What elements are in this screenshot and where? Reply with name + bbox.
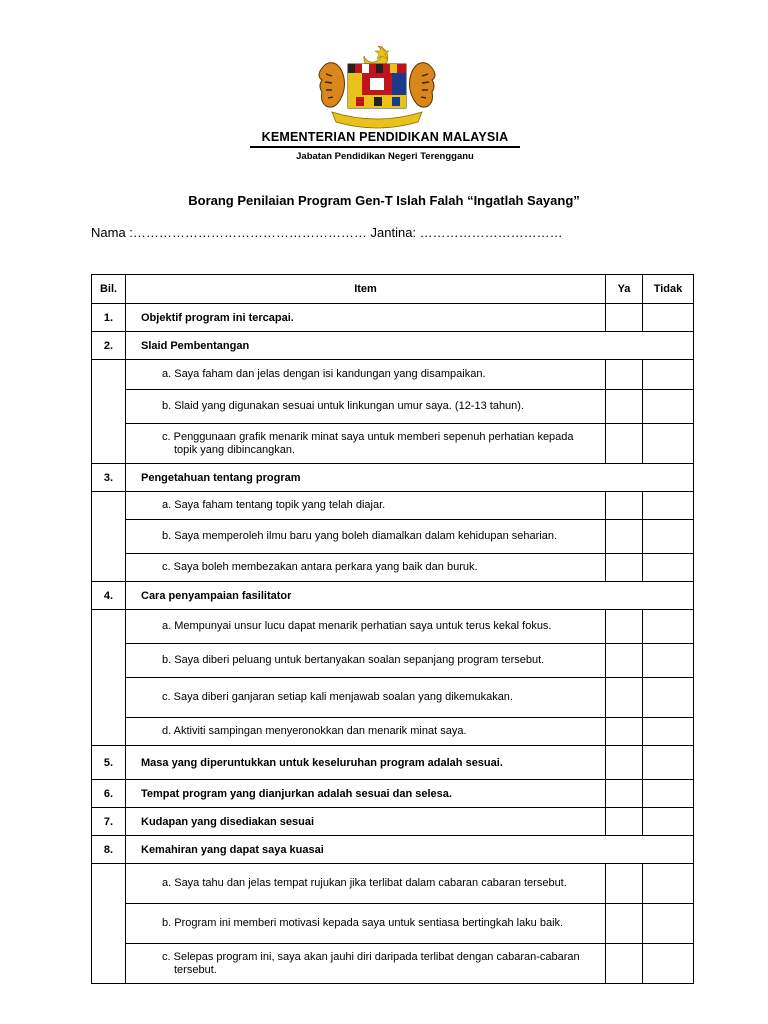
section-heading: Cara penyampaian fasilitator	[126, 582, 694, 610]
tidak-checkbox-cell[interactable]	[643, 610, 694, 644]
table-row	[92, 718, 694, 746]
department-name: Jabatan Pendidikan Negeri Terengganu	[296, 151, 474, 162]
ya-checkbox-cell[interactable]	[606, 808, 643, 836]
section-heading: Slaid Pembentangan	[126, 332, 694, 360]
item-text	[126, 360, 606, 390]
item-text	[126, 610, 606, 644]
table-row	[92, 424, 694, 464]
item-text	[126, 678, 606, 718]
row-number: 6.	[92, 780, 126, 808]
header-bil: Bil.	[92, 275, 126, 304]
row-number-blank	[92, 492, 126, 582]
tidak-checkbox-cell[interactable]	[643, 718, 694, 746]
table-row	[92, 520, 694, 554]
header-rule	[250, 146, 520, 148]
item-label: a. Saya faham tentang topik yang telah diajar.	[162, 499, 386, 511]
section-heading: Kemahiran yang dapat saya kuasai	[126, 836, 694, 864]
table-row	[92, 644, 694, 678]
item-label: b. Saya memperoleh ilmu baru yang boleh diamalkan dalam kehidupan seharian.	[162, 530, 558, 542]
item-text: Kudapan yang disediakan sesuai	[126, 808, 606, 836]
item-label: a. Saya faham dan jelas dengan isi kandungan yang disampaikan.	[162, 368, 486, 380]
tidak-checkbox-cell[interactable]	[643, 644, 694, 678]
ya-checkbox-cell[interactable]	[606, 678, 643, 718]
tidak-checkbox-cell[interactable]	[643, 554, 694, 582]
item-text	[126, 520, 606, 554]
header-tidak: Tidak	[643, 275, 694, 304]
item-text	[126, 492, 606, 520]
table-row	[92, 464, 694, 492]
ya-checkbox-cell[interactable]	[606, 780, 643, 808]
item-label: a. Saya tahu dan jelas tempat rujukan jika terlibat dalam cabaran cabaran tersebut.	[162, 877, 567, 889]
table-row	[92, 904, 694, 944]
tidak-checkbox-cell[interactable]	[643, 492, 694, 520]
ya-checkbox-cell[interactable]	[606, 492, 643, 520]
tidak-checkbox-cell[interactable]	[643, 780, 694, 808]
ya-checkbox-cell[interactable]	[606, 360, 643, 390]
table-row	[92, 864, 694, 904]
table-row	[92, 554, 694, 582]
item-text: Tempat program yang dianjurkan adalah sesuai dan selesa.	[126, 780, 606, 808]
tidak-checkbox-cell[interactable]	[643, 746, 694, 780]
table-row	[92, 360, 694, 390]
table-row	[92, 746, 694, 780]
header-ya: Ya	[606, 275, 643, 304]
evaluation-table	[91, 274, 694, 984]
row-number: 5.	[92, 746, 126, 780]
tidak-checkbox-cell[interactable]	[643, 390, 694, 424]
item-text: Masa yang diperuntukkan untuk keseluruhan program adalah sesuai.	[126, 746, 606, 780]
row-number-blank	[92, 360, 126, 464]
item-text	[126, 644, 606, 678]
item-label: b. Saya diberi peluang untuk bertanyakan soalan sepanjang program tersebut.	[162, 654, 545, 666]
section-heading: Pengetahuan tentang program	[126, 464, 694, 492]
item-text	[126, 864, 606, 904]
item-label: c. Saya diberi ganjaran setiap kali menjawab soalan yang dikemukakan.	[162, 691, 513, 703]
item-label: b. Program ini memberi motivasi kepada saya untuk sentiasa bertingkah laku baik.	[162, 917, 564, 929]
item-label: c. Selepas program ini, saya akan jauhi diri daripada terlibat dengan cabaran-cabaran tersebut.	[162, 950, 580, 976]
coat-of-arms-logo	[312, 40, 442, 130]
table-row	[92, 492, 694, 520]
item-text	[126, 944, 606, 984]
tidak-checkbox-cell[interactable]	[643, 360, 694, 390]
table-row	[92, 780, 694, 808]
item-text	[126, 718, 606, 746]
ya-checkbox-cell[interactable]	[606, 644, 643, 678]
ya-checkbox-cell[interactable]	[606, 944, 643, 984]
form-title: Borang Penilaian Program Gen-T Islah Falah “Ingatlah Sayang”	[188, 193, 580, 208]
ministry-header	[250, 130, 520, 162]
item-text: Objektif program ini tercapai.	[126, 304, 606, 332]
item-text	[126, 904, 606, 944]
tidak-checkbox-cell[interactable]	[643, 304, 694, 332]
tidak-checkbox-cell[interactable]	[643, 808, 694, 836]
tidak-checkbox-cell[interactable]	[643, 520, 694, 554]
table-header-row	[92, 275, 694, 304]
tidak-checkbox-cell[interactable]	[643, 864, 694, 904]
tidak-checkbox-cell[interactable]	[643, 944, 694, 984]
tidak-checkbox-cell[interactable]	[643, 904, 694, 944]
table-row	[92, 944, 694, 984]
table-row	[92, 582, 694, 610]
tidak-checkbox-cell[interactable]	[643, 424, 694, 464]
ministry-name: KEMENTERIAN PENDIDIKAN MALAYSIA	[261, 130, 509, 144]
table-row	[92, 808, 694, 836]
ya-checkbox-cell[interactable]	[606, 904, 643, 944]
table-row	[92, 610, 694, 644]
tidak-checkbox-cell[interactable]	[643, 678, 694, 718]
ya-checkbox-cell[interactable]	[606, 610, 643, 644]
table-row	[92, 836, 694, 864]
header-item: Item	[126, 275, 606, 304]
row-number-blank	[92, 864, 126, 984]
row-number: 4.	[92, 582, 126, 610]
row-number: 2.	[92, 332, 126, 360]
table-row	[92, 332, 694, 360]
item-text	[126, 390, 606, 424]
row-number: 8.	[92, 836, 126, 864]
row-number: 3.	[92, 464, 126, 492]
ya-checkbox-cell[interactable]	[606, 864, 643, 904]
item-text	[126, 554, 606, 582]
ya-checkbox-cell[interactable]	[606, 554, 643, 582]
row-number: 1.	[92, 304, 126, 332]
ya-checkbox-cell[interactable]	[606, 718, 643, 746]
item-label: d. Aktiviti sampingan menyeronokkan dan menarik minat saya.	[162, 725, 467, 737]
row-number: 7.	[92, 808, 126, 836]
table-row	[92, 304, 694, 332]
ya-checkbox-cell[interactable]	[606, 746, 643, 780]
row-number-blank	[92, 610, 126, 746]
ya-checkbox-cell[interactable]	[606, 304, 643, 332]
item-label: b. Slaid yang digunakan sesuai untuk linkungan umur saya. (12-13 tahun).	[162, 400, 525, 412]
item-label: c. Saya boleh membezakan antara perkara yang baik dan buruk.	[162, 561, 478, 573]
item-text	[126, 424, 606, 464]
ya-checkbox-cell[interactable]	[606, 424, 643, 464]
name-gender-line[interactable]: Nama :……………………………………………… Jantina: ……………………………	[91, 225, 563, 240]
ya-checkbox-cell[interactable]	[606, 390, 643, 424]
ya-checkbox-cell[interactable]	[606, 520, 643, 554]
item-label: a. Mempunyai unsur lucu dapat menarik perhatian saya untuk terus kekal fokus.	[162, 620, 552, 632]
table-row	[92, 678, 694, 718]
item-label: c. Penggunaan grafik menarik minat saya untuk memberi sepenuh perhatian kepada topik yang dibincangkan.	[162, 430, 574, 456]
table-row	[92, 390, 694, 424]
